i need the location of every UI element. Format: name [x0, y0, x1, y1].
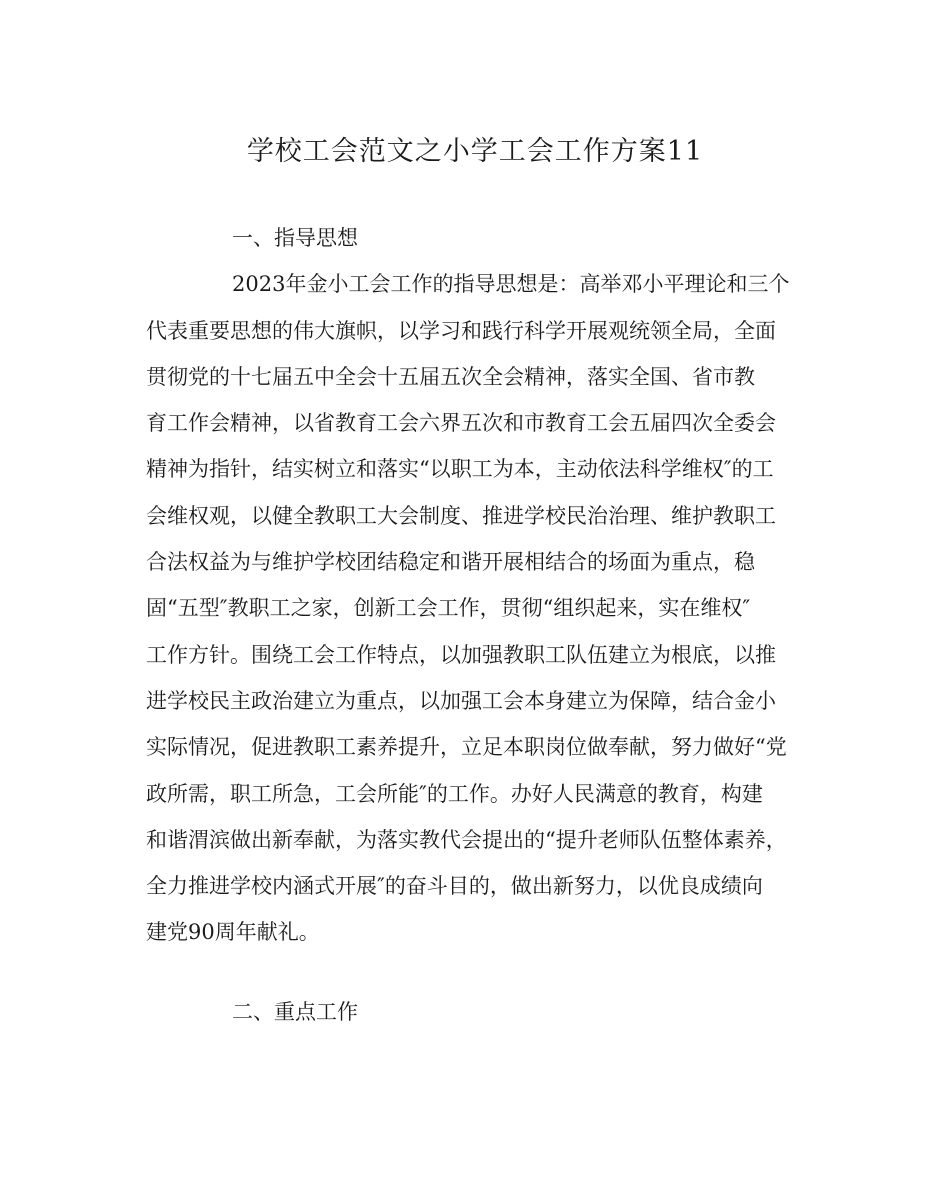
- section-heading-guiding-ideology: 一、指导思想: [232, 226, 358, 250]
- paragraph-line: 全力推进学校内涵式开展″的奋斗目的，做出新努力，以优良成绩向: [146, 874, 763, 898]
- document-title: 学校工会范文之小学工会工作方案11: [246, 136, 704, 167]
- paragraph-line: 和谐渭滨做出新奉献，为落实教代会提出的“提升老师队伍整体素养，: [146, 828, 787, 852]
- paragraph-line: 合法权益为与维护学校团结稳定和谐开展相结合的场面为重点，稳: [146, 550, 755, 574]
- paragraph-line: 建党90周年献礼。: [146, 920, 320, 944]
- paragraph-line: 贯彻党的十七届五中全会十五届五次全会精神，落实全国、省市教: [146, 365, 755, 389]
- paragraph-line: 代表重要思想的伟大旗帜，以学习和践行科学开展观统领全局，全面: [146, 319, 776, 343]
- paragraph-line: 固“五型″教职工之家，创新工会工作，贯彻“组织起来，实在维权″: [146, 596, 751, 620]
- paragraph-line: 实际情况，促进教职工素养提升，立足本职岗位做奉献，努力做好“党: [146, 735, 787, 759]
- paragraph-line: 会维权观，以健全教职工大会制度、推进学校民治治理、维护教职工: [146, 504, 776, 528]
- paragraph-line: 工作方针。围绕工会工作特点，以加强教职工队伍建立为根底，以推: [146, 643, 776, 667]
- paragraph-line: 育工作会精神，以省教育工会六界五次和市教育工会五届四次全委会: [146, 411, 776, 435]
- paragraph-line: 政所需，职工所急，工会所能″的工作。办好人民满意的教育，构建: [146, 782, 763, 806]
- paragraph-line: 精神为指针，结实树立和落实“以职工为本，主动依法科学维权″的工: [146, 457, 774, 481]
- paragraph-line: 进学校民主政治建立为重点，以加强工会本身建立为保障，结合金小: [146, 689, 776, 713]
- paragraph-line: 2023年金小工会工作的指导思想是：高举邓小平理论和三个: [232, 272, 790, 296]
- section-heading-key-work: 二、重点工作: [232, 1000, 358, 1024]
